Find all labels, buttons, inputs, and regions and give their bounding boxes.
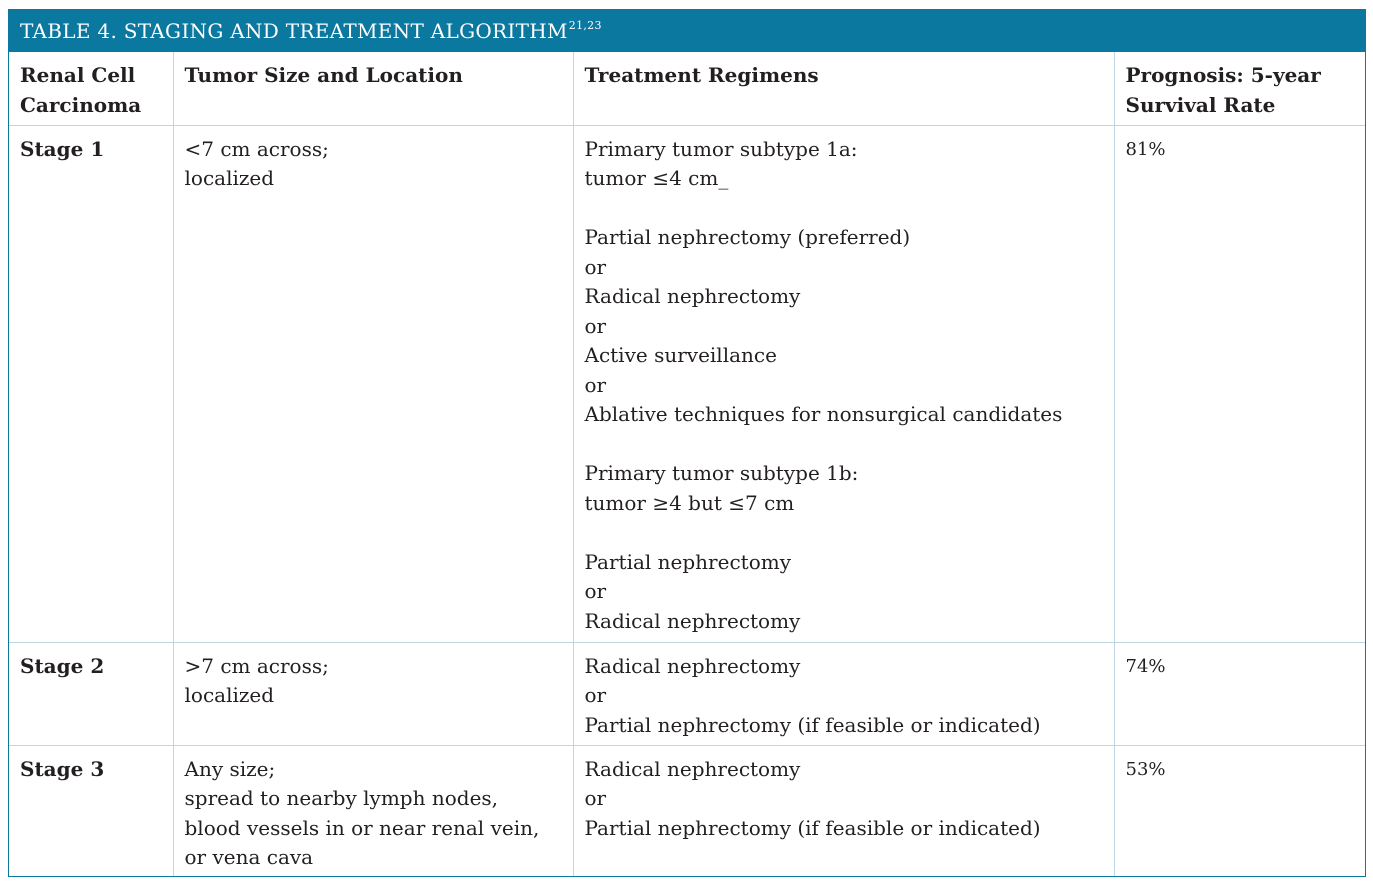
size-location-cell — [173, 125, 573, 642]
table-row-stage-2 — [9, 642, 1365, 745]
cell-line: localized — [184, 683, 275, 707]
cell-line: Partial nephrectomy (if feasible or indicated) — [584, 815, 1041, 840]
table-title-text: TABLE 4. STAGING AND TREATMENT ALGORITHM — [20, 19, 568, 43]
table-title — [20, 19, 602, 43]
cell-line: or — [584, 579, 607, 603]
cell-line: blood vessels in or near renal vein, — [184, 815, 540, 840]
stage-cell: Stage 3 — [20, 756, 105, 781]
treatment-cell — [573, 642, 1114, 745]
cell-line: Partial nephrectomy (if feasible or indicated) — [584, 712, 1041, 737]
header-line: Prognosis: 5-year — [1125, 63, 1321, 87]
treatment-cell — [573, 745, 1114, 876]
size-location-cell — [173, 642, 573, 745]
cell-line: localized — [184, 166, 275, 190]
header-line: Carcinoma — [20, 93, 142, 117]
cell-line: Primary tumor subtype 1a: — [584, 136, 858, 161]
header-line: Renal Cell — [20, 63, 136, 87]
header-row — [9, 52, 1365, 125]
header-prognosis — [1114, 52, 1365, 125]
table-row-stage-3 — [9, 745, 1365, 876]
cell-line: <7 cm across; — [184, 136, 329, 161]
treatment-cell — [573, 125, 1114, 642]
cell-line: Partial nephrectomy (preferred) — [584, 225, 911, 249]
table-title-bar — [9, 10, 1365, 52]
cell-line: Any size; — [184, 756, 276, 781]
cell-line: or — [584, 313, 607, 338]
staging-table — [9, 52, 1365, 876]
cell-line: Partial nephrectomy — [584, 549, 791, 574]
table-row-stage-1 — [9, 125, 1365, 642]
cell-line: Radical nephrectomy — [584, 653, 801, 678]
cell-line: Radical nephrectomy — [584, 608, 801, 633]
cell-line: Radical nephrectomy — [584, 756, 801, 781]
cell-line: tumor ≥4 but ≤7 cm — [584, 490, 795, 515]
survival-rate-cell: 74% — [1114, 642, 1365, 745]
header-treatment-regimens — [573, 52, 1114, 125]
cell-line: Radical nephrectomy — [584, 284, 801, 308]
header-tumor-size-location — [173, 52, 573, 125]
cell-line: or — [584, 372, 607, 397]
stage-cell: Stage 1 — [9, 125, 173, 642]
header-line: Tumor Size and Location — [184, 63, 463, 87]
header-renal-cell-carcinoma — [9, 52, 173, 125]
cell-line: or vena cava — [184, 845, 314, 869]
cell-line: tumor ≤4 cm_ — [584, 166, 729, 190]
header-line: Survival Rate — [1125, 93, 1276, 117]
cell-line: or — [584, 683, 607, 707]
cell-line: spread to nearby lymph nodes, — [184, 786, 499, 810]
header-line: Treatment Regimens — [584, 63, 819, 87]
title-reference-superscript: 21,23 — [568, 19, 602, 32]
cell-line: Ablative techniques for nonsurgical candidates — [584, 402, 1063, 426]
cell-line: or — [584, 786, 607, 810]
cell-line: Active surveillance — [584, 343, 777, 367]
cell-line: Primary tumor subtype 1b: — [584, 461, 859, 485]
survival-rate-cell: 53% — [1114, 745, 1365, 876]
staging-table-frame — [8, 9, 1366, 877]
stage-cell: Stage 2 — [9, 642, 173, 745]
survival-rate-cell: 81% — [1114, 125, 1365, 642]
cell-line: >7 cm across; — [184, 653, 329, 678]
size-location-cell — [173, 745, 573, 876]
cell-line: or — [584, 254, 607, 279]
